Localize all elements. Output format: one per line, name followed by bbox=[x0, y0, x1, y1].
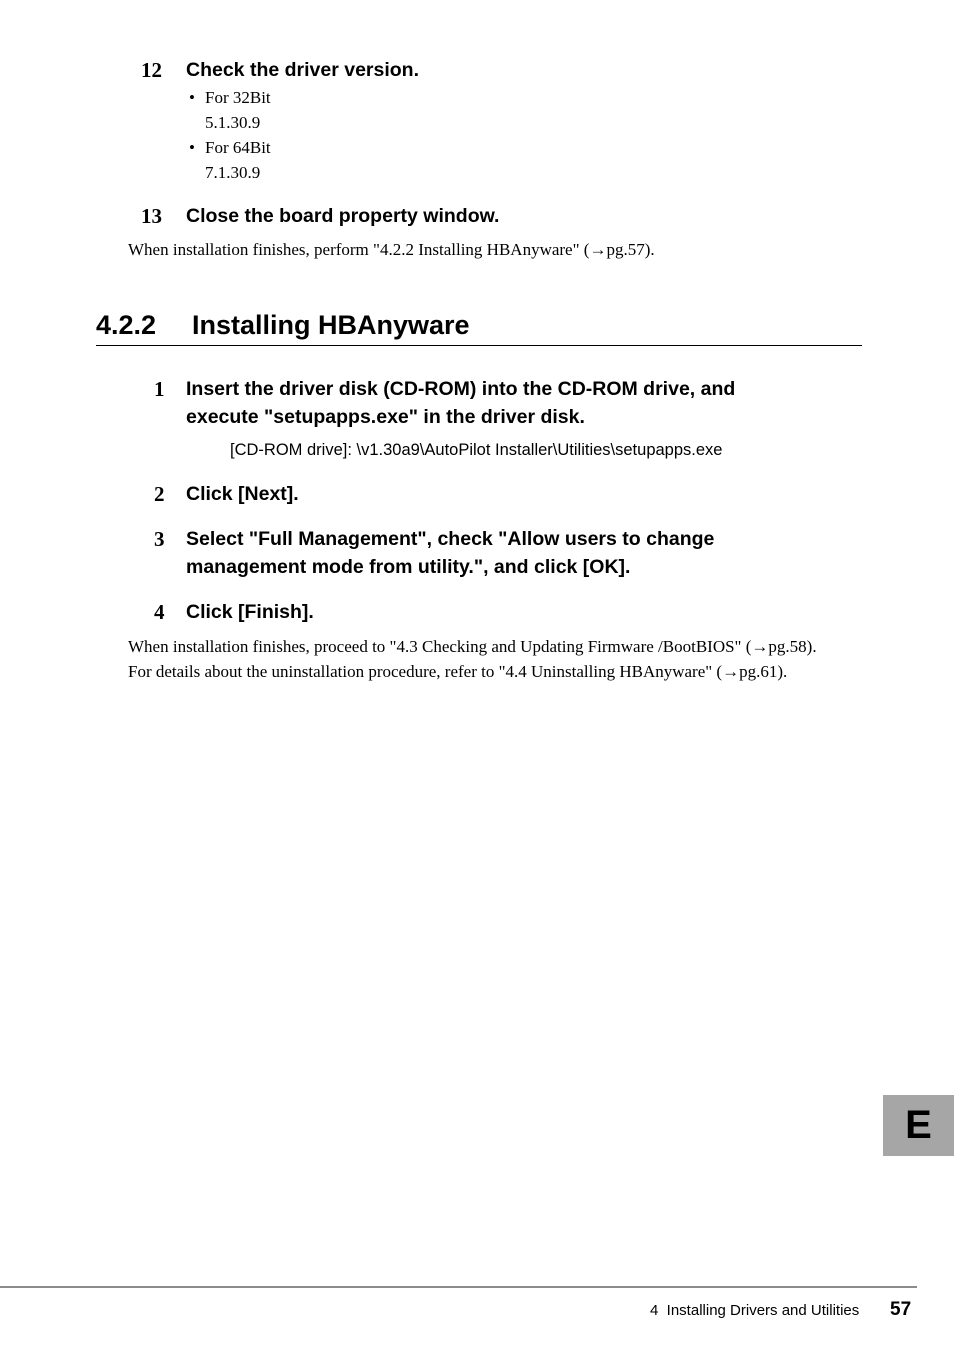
step-title-1-line1: Insert the driver disk (CD-ROM) into the CD-ROM drive, and bbox=[186, 378, 736, 400]
chapter-tab-letter: E bbox=[905, 1103, 932, 1147]
step-title-12: Check the driver version. bbox=[186, 59, 420, 81]
step-title-3-line1: Select "Full Management", check "Allow users to change bbox=[186, 528, 715, 550]
note-after-step-13: When installation finishes, perform "4.2.2 Installing HBAnyware" (→pg.57). bbox=[128, 240, 655, 259]
step-title-13: Close the board property window. bbox=[186, 205, 500, 227]
bullet-32bit-label: For 32Bit bbox=[205, 88, 271, 107]
bullet-64bit-value: 7.1.30.9 bbox=[205, 163, 261, 182]
bullet-32bit bbox=[189, 85, 195, 110]
step-title-2: Click [Next]. bbox=[186, 483, 299, 505]
closing-note-1: When installation finishes, proceed to "4.3 Checking and Updating Firmware /BootBIOS" (→pg.58). bbox=[128, 637, 817, 656]
chapter-tab bbox=[883, 1095, 954, 1156]
step-number-12: 12 bbox=[141, 58, 162, 82]
step-title-1-line2: execute "setupapps.exe" in the driver disk. bbox=[186, 406, 585, 428]
page-number: 57 bbox=[890, 1299, 912, 1320]
footer-divider bbox=[0, 1286, 917, 1288]
step-title-3-line2: management mode from utility.", and click [OK]. bbox=[186, 556, 631, 578]
section-title: Installing HBAnyware bbox=[192, 310, 470, 340]
closing-note-2: For details about the uninstallation procedure, refer to "4.4 Uninstalling HBAnyware" (→pg.61). bbox=[128, 662, 788, 681]
section-divider bbox=[96, 345, 862, 346]
setup-path: [CD-ROM drive]: \v1.30a9\AutoPilot Installer\Utilities\setupapps.exe bbox=[230, 441, 723, 459]
bullet-glyph: • bbox=[189, 138, 195, 157]
step-number-3: 3 bbox=[154, 527, 165, 551]
step-number-1: 1 bbox=[154, 377, 165, 401]
bullet-glyph: • bbox=[189, 88, 195, 107]
step-number-2: 2 bbox=[154, 482, 165, 506]
section-number: 4.2.2 bbox=[96, 310, 157, 340]
step-title-4: Click [Finish]. bbox=[186, 601, 314, 623]
bullet-32bit-value: 5.1.30.9 bbox=[205, 113, 261, 132]
step-number-4: 4 bbox=[154, 600, 165, 624]
bullet-64bit bbox=[189, 135, 195, 160]
footer-chapter-title: 4 Installing Drivers and Utilities bbox=[650, 1302, 860, 1319]
bullet-64bit-label: For 64Bit bbox=[205, 138, 271, 157]
step-number-13: 13 bbox=[141, 204, 162, 228]
